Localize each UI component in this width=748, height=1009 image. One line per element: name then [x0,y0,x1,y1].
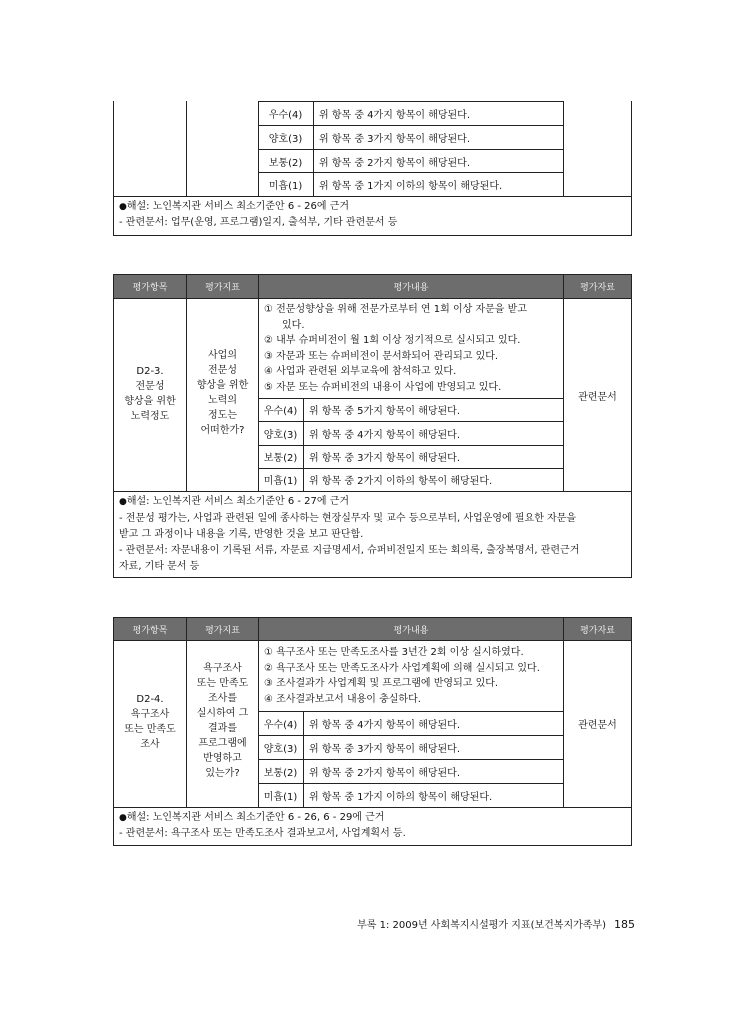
criteria-list [264,645,540,707]
indicator-line: 향상을 위한 [196,380,249,391]
indicator-line: 프로그램에 [198,738,247,749]
grade-poor-desc: 위 항목 중 2가지 이하의 항목이 해당된다. [309,476,493,487]
note-title-text: 해설: 노인복지관 서비스 최소기준안 6 - 27에 근거 [126,496,350,507]
indicator-line: 욕구조사 [203,663,242,674]
grade-good-label: 양호(3) [268,133,303,145]
note-docs: - 관련문서: 욕구조사 또는 만족도조사 결과보고서, 사업계획서 등. [119,828,406,839]
note-line: 자료, 기타 문서 등 [119,561,200,572]
material-text: 관련문서 [578,719,617,731]
criteria-item: ② 내부 슈퍼비전이 월 1회 이상 정기적으로 실시되고 있다. [264,335,521,346]
grade-fair-desc: 위 항목 중 2가지 항목이 해당된다. [319,157,471,169]
criteria-item: ③ 자문과 또는 슈퍼비전이 문서화되어 관리되고 있다. [264,350,499,362]
header-content: 평가내용 [259,618,563,640]
grade-good-desc: 위 항목 중 4가지 항목이 해당된다. [309,429,461,441]
indicator-line: 노력의 [208,395,237,406]
page-number: 185 [614,918,635,931]
note-title-text: 해설: 노인복지관 서비스 최소기준안 6 - 26, 6 - 29에 근거 [126,812,385,823]
header-item: 평가항목 [114,275,186,298]
header-indicator: 평가지표 [187,275,258,298]
note-title [119,810,384,826]
header-item: 평가항목 [114,618,186,640]
header-indicator: 평가지표 [187,618,258,640]
criteria-item: ① 전문성향상을 위해 전문가로부터 연 1회 이상 자문을 받고 [264,304,527,315]
note-title [119,494,349,510]
note-line: - 전문성 평가는, 사업과 관련된 일에 종사하는 현장실무자 및 교수 등으로부터, 사업운영에 필요한 자문을 [119,513,577,524]
bullet-icon: ● [119,497,127,507]
header-content: 평가내용 [259,275,563,298]
item-name-line: 전문성 [135,381,165,392]
indicator-line: 어떠한가? [200,425,245,436]
material-text: 관련문서 [578,391,617,403]
grade-fair-desc: 위 항목 중 2가지 항목이 해당된다. [309,767,461,779]
grade-good-label: 양호(3) [263,743,298,755]
note-line: 받고 그 과정이나 내용을 기록, 반영한 것을 보고 판단함. [119,529,364,540]
criteria-list [264,302,527,395]
grade-good-label: 양호(3) [263,429,298,441]
grade-poor-desc: 위 항목 중 1가지 이하의 항목이 해당된다. [309,791,493,803]
grade-fair-label: 보통(2) [263,767,298,779]
item-name-line: 욕구조사 [130,709,170,720]
indicator-line: 반영하고 [203,753,242,764]
criteria-item: ⑤ 자문 또는 슈퍼비전의 내용이 사업에 반영되고 있다. [264,381,502,393]
item-name [114,692,186,752]
note-title-text: 해설: 노인복지관 서비스 최소기준안 6 - 26에 근거 [126,201,350,212]
item-name-line: 향상을 위한 [124,396,176,407]
grade-poor-label: 미흡(1) [263,476,298,487]
note-title [119,199,349,215]
criteria-item: ④ 사업과 관련된 외부교육에 참석하고 있다. [264,366,457,377]
criteria-item: ④ 조사결과보고서 내용이 충실하다. [264,693,421,705]
indicator-line: 결과를 [208,723,237,734]
criteria-item: ① 욕구조사 또는 만족도조사를 3년간 2회 이상 실시하였다. [264,647,524,658]
grade-poor-label: 미흡(1) [268,180,303,192]
grade-excellent-desc: 위 항목 중 5가지 항목이 해당된다. [309,406,461,417]
grade-excellent-label: 우수(4) [268,109,303,121]
grade-good-desc: 위 항목 중 3가지 항목이 해당된다. [319,133,471,145]
item-name [114,364,186,424]
page-footer [357,916,635,931]
grade-excellent-label: 우수(4) [263,719,298,731]
grade-fair-label: 보통(2) [268,157,303,169]
header-material: 평가자료 [564,618,631,640]
indicator-line: 정도는 [208,410,237,421]
indicator-line: 전문성 [208,365,237,376]
footer-text: 부록 1: 2009년 사회복지시설평가 지표(보건복지가족부) [357,920,606,931]
note-line: - 관련문서: 자문내용이 기록된 서류, 자문료 지급명세서, 슈퍼비전일지 또는 회의록, 출장복명서, 관련근거 [119,545,580,556]
grade-good-desc: 위 항목 중 3가지 항목이 해당된다. [309,743,461,755]
item-name-line: 또는 만족도 [124,724,176,735]
grade-excellent-desc: 위 항목 중 4가지 항목이 해당된다. [319,109,471,121]
grade-fair-label: 보통(2) [263,453,298,464]
item-name-line: 조사 [140,739,160,750]
indicator-line: 실시하여 그 [196,708,249,719]
bullet-icon: ● [119,813,127,823]
indicator-line: 사업의 [208,350,237,361]
item-name-line: 노력정도 [130,411,170,422]
bullet-icon: ● [119,202,127,212]
criteria-item: ③ 조사결과가 사업계획 및 프로그램에 반영되고 있다. [264,678,499,689]
criteria-item: ② 욕구조사 또는 만족도조사가 사업계획에 의해 실시되고 있다. [264,662,540,674]
indicator-line: 또는 만족도 [196,678,249,689]
header-material: 평가자료 [564,275,631,298]
grade-excellent-label: 우수(4) [263,406,298,417]
indicator-line: 조사를 [208,693,237,704]
item-code: D2-4. [136,694,164,705]
note-docs: - 관련문서: 업무(운영, 프로그램)일지, 출석부, 기타 관련문서 등 [119,217,398,228]
grade-poor-desc: 위 항목 중 1가지 이하의 항목이 해당된다. [319,180,503,192]
item-code: D2-3. [136,366,164,377]
indicator-line: 있는가? [205,768,240,779]
indicator-text [187,348,258,438]
indicator-text [187,661,258,781]
criteria-item: 있다. [282,319,305,331]
grade-fair-desc: 위 항목 중 3가지 항목이 해당된다. [309,453,461,464]
grade-poor-label: 미흡(1) [263,791,298,803]
grade-excellent-desc: 위 항목 중 4가지 항목이 해당된다. [309,719,461,731]
